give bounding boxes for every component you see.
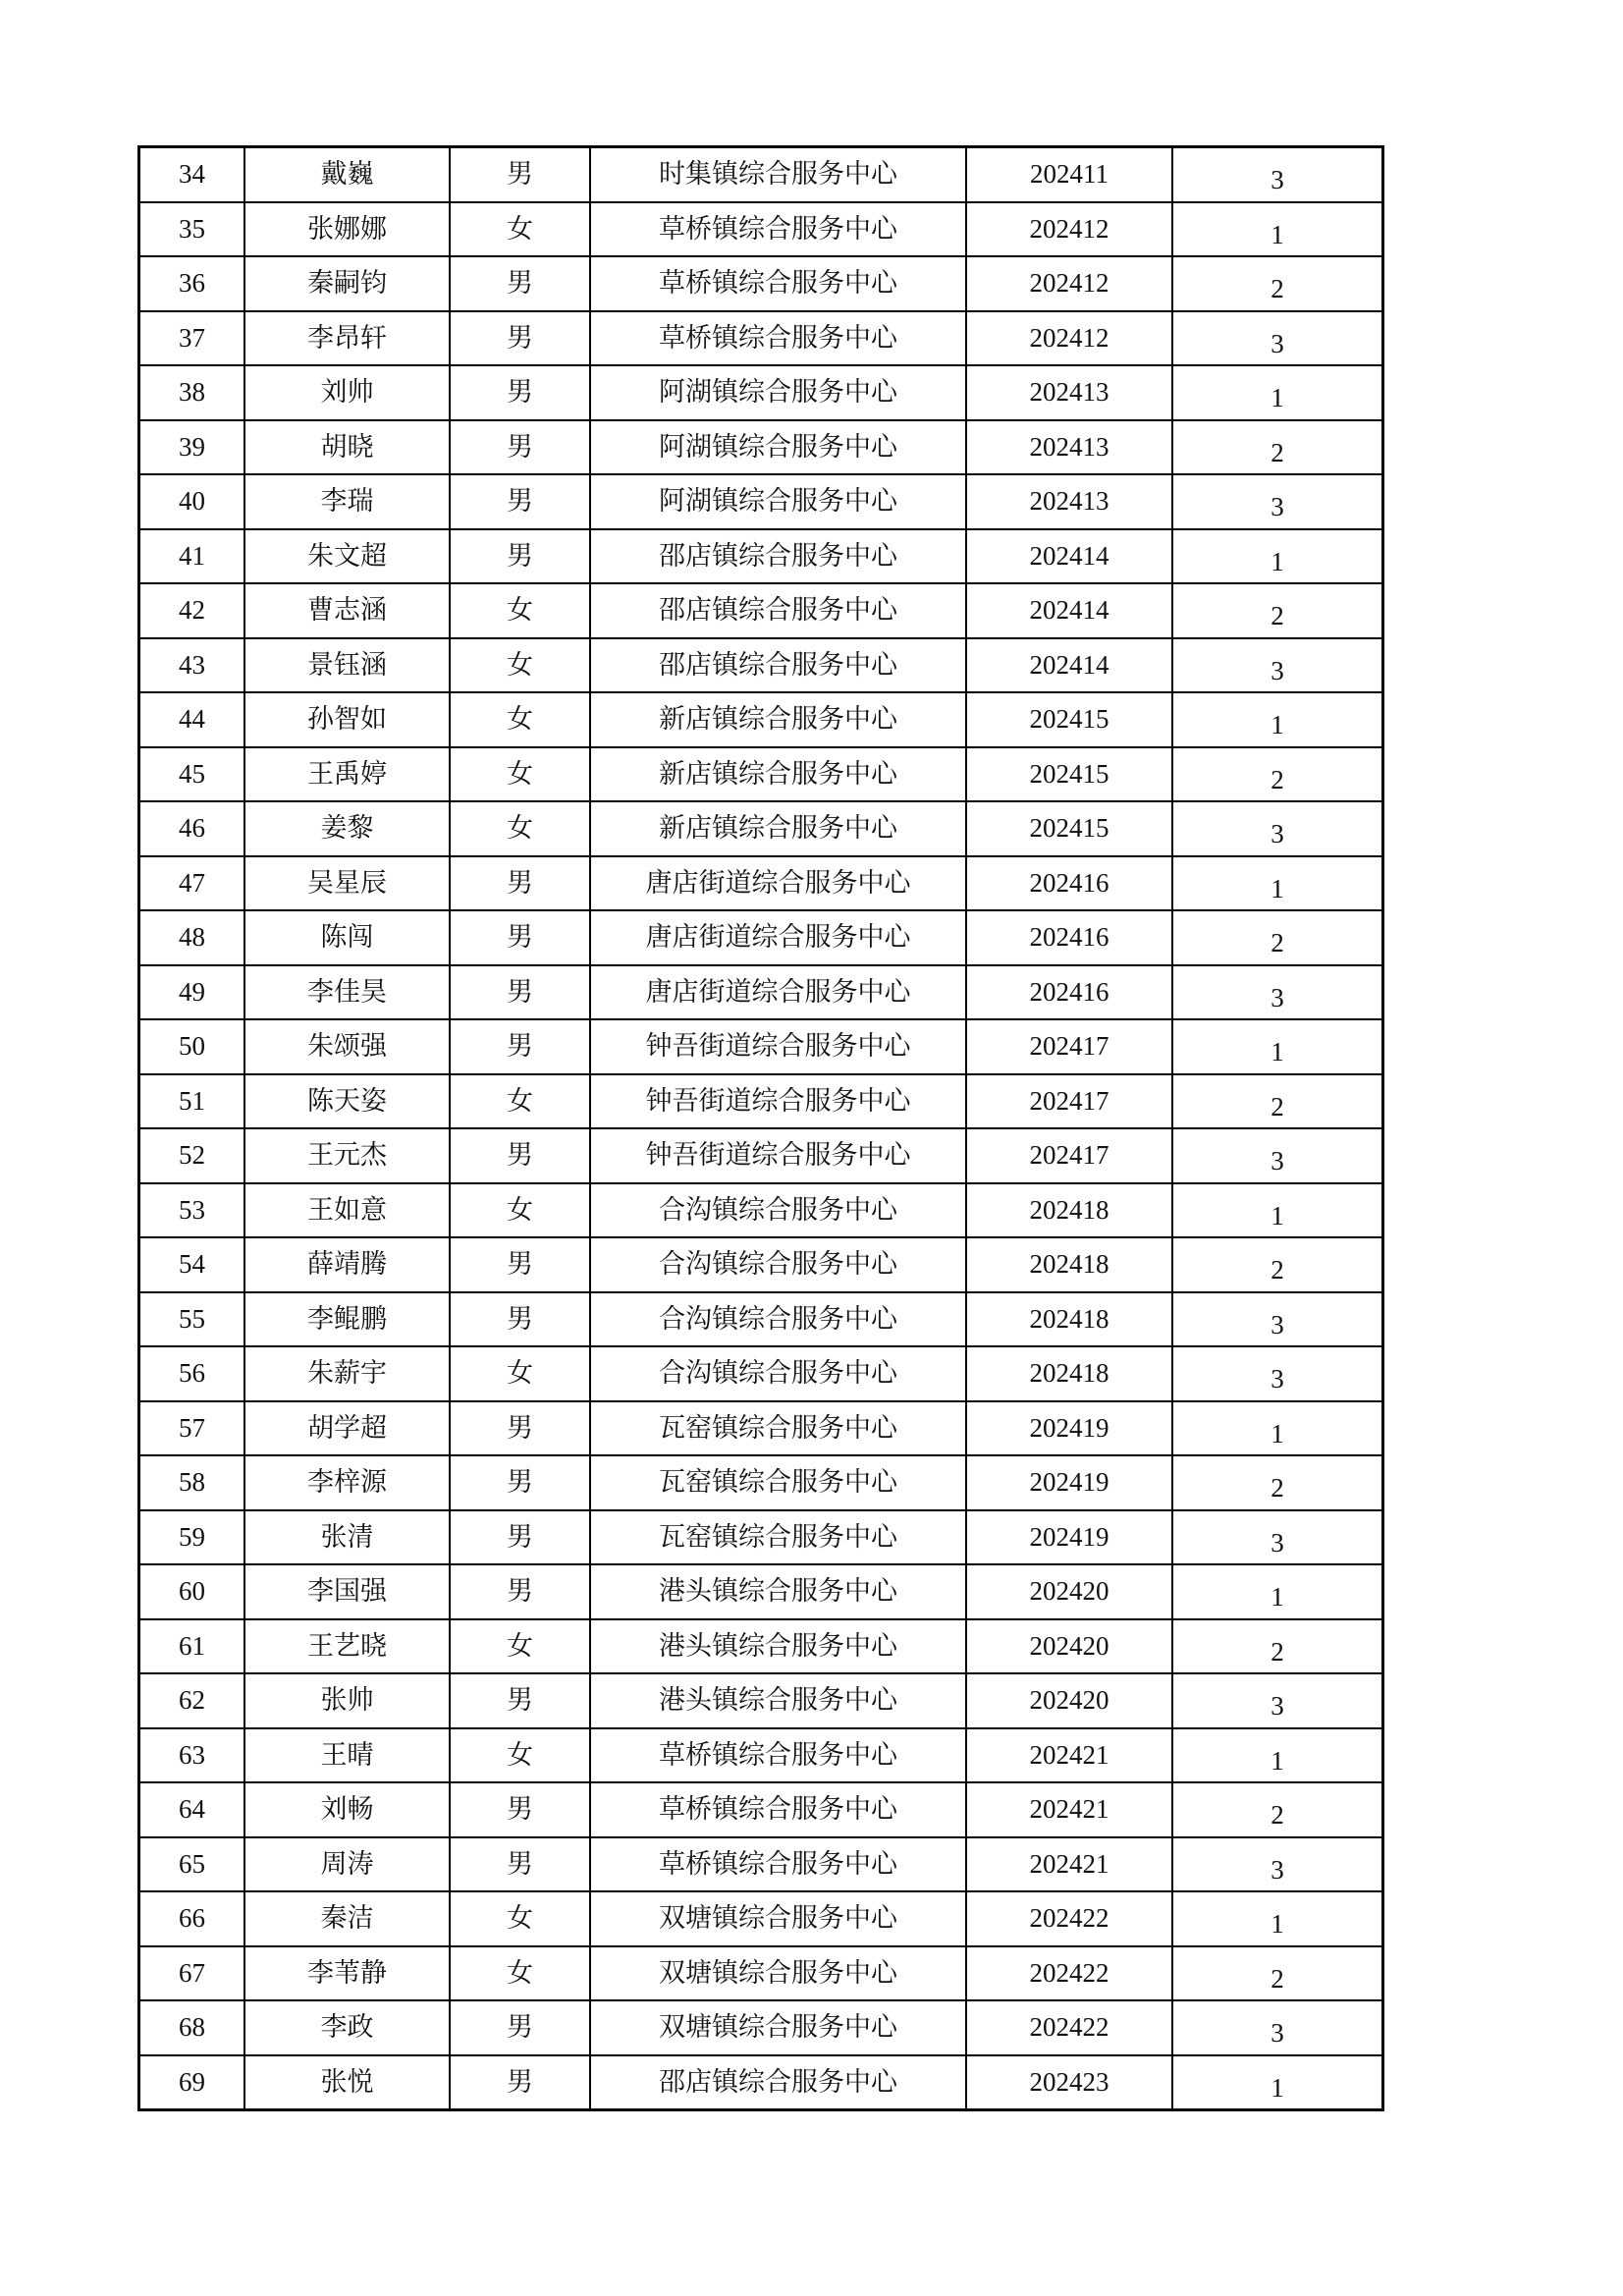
unit-cell: 草桥镇综合服务中心 bbox=[590, 1837, 966, 1892]
row-number-cell: 45 bbox=[139, 747, 245, 802]
name-cell: 朱薪宇 bbox=[244, 1346, 450, 1401]
unit-cell: 新店镇综合服务中心 bbox=[590, 747, 966, 802]
rank-value: 2 bbox=[1271, 274, 1284, 304]
position-code-cell: 202419 bbox=[966, 1510, 1172, 1565]
name-cell: 曹志涵 bbox=[244, 583, 450, 638]
name-cell: 李佳昊 bbox=[244, 965, 450, 1020]
rank-cell bbox=[1172, 1237, 1383, 1292]
name-cell: 王晴 bbox=[244, 1728, 450, 1783]
name-cell: 薛靖腾 bbox=[244, 1237, 450, 1292]
table-row bbox=[139, 529, 1383, 584]
name-cell: 李鲲鹏 bbox=[244, 1292, 450, 1347]
rank-cell bbox=[1172, 638, 1383, 693]
gender-cell: 女 bbox=[450, 692, 590, 747]
table-row bbox=[139, 256, 1383, 311]
rank-cell bbox=[1172, 202, 1383, 257]
unit-cell: 合沟镇综合服务中心 bbox=[590, 1183, 966, 1238]
position-code-cell: 202420 bbox=[966, 1673, 1172, 1728]
row-number-cell: 57 bbox=[139, 1401, 245, 1456]
position-code-cell: 202416 bbox=[966, 856, 1172, 911]
unit-cell: 瓦窑镇综合服务中心 bbox=[590, 1510, 966, 1565]
gender-cell: 男 bbox=[450, 256, 590, 311]
gender-cell: 男 bbox=[450, 2000, 590, 2055]
rank-cell bbox=[1172, 801, 1383, 856]
name-cell: 李国强 bbox=[244, 1564, 450, 1619]
table-row bbox=[139, 965, 1383, 1020]
unit-cell: 唐店街道综合服务中心 bbox=[590, 910, 966, 965]
table-row bbox=[139, 1510, 1383, 1565]
rank-cell bbox=[1172, 311, 1383, 366]
position-code-cell: 202414 bbox=[966, 583, 1172, 638]
table-row bbox=[139, 1128, 1383, 1183]
name-cell: 王元杰 bbox=[244, 1128, 450, 1183]
table-row bbox=[139, 1074, 1383, 1129]
rank-value: 3 bbox=[1271, 1146, 1284, 1176]
gender-cell: 男 bbox=[450, 965, 590, 1020]
table-row bbox=[139, 1237, 1383, 1292]
name-cell: 张娜娜 bbox=[244, 202, 450, 257]
gender-cell: 男 bbox=[450, 2055, 590, 2110]
rank-cell bbox=[1172, 420, 1383, 475]
row-number-cell: 39 bbox=[139, 420, 245, 475]
rank-value: 1 bbox=[1271, 2072, 1284, 2103]
rank-cell bbox=[1172, 365, 1383, 420]
rank-value: 2 bbox=[1271, 1636, 1284, 1667]
table-row bbox=[139, 1728, 1383, 1783]
rank-value: 2 bbox=[1271, 1963, 1284, 1994]
rank-cell bbox=[1172, 856, 1383, 911]
unit-cell: 草桥镇综合服务中心 bbox=[590, 311, 966, 366]
row-number-cell: 60 bbox=[139, 1564, 245, 1619]
row-number-cell: 52 bbox=[139, 1128, 245, 1183]
row-number-cell: 34 bbox=[139, 147, 245, 202]
table-row bbox=[139, 1564, 1383, 1619]
rank-value: 2 bbox=[1271, 928, 1284, 958]
position-code-cell: 202421 bbox=[966, 1782, 1172, 1837]
row-number-cell: 65 bbox=[139, 1837, 245, 1892]
rank-value: 2 bbox=[1271, 437, 1284, 467]
gender-cell: 女 bbox=[450, 1891, 590, 1946]
name-cell: 李瑞 bbox=[244, 474, 450, 529]
row-number-cell: 54 bbox=[139, 1237, 245, 1292]
table-row bbox=[139, 856, 1383, 911]
rank-cell bbox=[1172, 1401, 1383, 1456]
unit-cell: 草桥镇综合服务中心 bbox=[590, 256, 966, 311]
unit-cell: 合沟镇综合服务中心 bbox=[590, 1292, 966, 1347]
unit-cell: 钟吾街道综合服务中心 bbox=[590, 1128, 966, 1183]
rank-value: 2 bbox=[1271, 764, 1284, 794]
rank-value: 1 bbox=[1271, 710, 1284, 740]
position-code-cell: 202417 bbox=[966, 1074, 1172, 1129]
unit-cell: 唐店街道综合服务中心 bbox=[590, 856, 966, 911]
unit-cell: 阿湖镇综合服务中心 bbox=[590, 365, 966, 420]
gender-cell: 男 bbox=[450, 529, 590, 584]
position-code-cell: 202415 bbox=[966, 801, 1172, 856]
table-row bbox=[139, 747, 1383, 802]
gender-cell: 男 bbox=[450, 856, 590, 911]
unit-cell: 唐店街道综合服务中心 bbox=[590, 965, 966, 1020]
row-number-cell: 46 bbox=[139, 801, 245, 856]
table-row bbox=[139, 910, 1383, 965]
rank-value: 1 bbox=[1271, 1037, 1284, 1067]
name-cell: 张悦 bbox=[244, 2055, 450, 2110]
rank-cell bbox=[1172, 1346, 1383, 1401]
unit-cell: 双塘镇综合服务中心 bbox=[590, 1891, 966, 1946]
unit-cell: 邵店镇综合服务中心 bbox=[590, 2055, 966, 2110]
table-row bbox=[139, 1619, 1383, 1674]
position-code-cell: 202415 bbox=[966, 747, 1172, 802]
table-row bbox=[139, 692, 1383, 747]
rank-value: 1 bbox=[1271, 1200, 1284, 1230]
unit-cell: 邵店镇综合服务中心 bbox=[590, 529, 966, 584]
position-code-cell: 202419 bbox=[966, 1455, 1172, 1510]
unit-cell: 合沟镇综合服务中心 bbox=[590, 1237, 966, 1292]
row-number-cell: 64 bbox=[139, 1782, 245, 1837]
name-cell: 秦嗣钧 bbox=[244, 256, 450, 311]
rank-value: 3 bbox=[1271, 328, 1284, 358]
unit-cell: 合沟镇综合服务中心 bbox=[590, 1346, 966, 1401]
gender-cell: 男 bbox=[450, 1673, 590, 1728]
row-number-cell: 61 bbox=[139, 1619, 245, 1674]
gender-cell: 女 bbox=[450, 638, 590, 693]
unit-cell: 邵店镇综合服务中心 bbox=[590, 583, 966, 638]
table-row bbox=[139, 1891, 1383, 1946]
rank-value: 1 bbox=[1271, 219, 1284, 249]
gender-cell: 男 bbox=[450, 1455, 590, 1510]
position-code-cell: 202419 bbox=[966, 1401, 1172, 1456]
position-code-cell: 202413 bbox=[966, 474, 1172, 529]
table-row bbox=[139, 1946, 1383, 2001]
table-row bbox=[139, 2000, 1383, 2055]
table-row bbox=[139, 801, 1383, 856]
rank-cell bbox=[1172, 1564, 1383, 1619]
position-code-cell: 202418 bbox=[966, 1292, 1172, 1347]
row-number-cell: 42 bbox=[139, 583, 245, 638]
row-number-cell: 36 bbox=[139, 256, 245, 311]
name-cell: 孙智如 bbox=[244, 692, 450, 747]
row-number-cell: 51 bbox=[139, 1074, 245, 1129]
row-number-cell: 48 bbox=[139, 910, 245, 965]
position-code-cell: 202423 bbox=[966, 2055, 1172, 2110]
rank-cell bbox=[1172, 529, 1383, 584]
position-code-cell: 202420 bbox=[966, 1564, 1172, 1619]
rank-cell bbox=[1172, 1074, 1383, 1129]
position-code-cell: 202418 bbox=[966, 1237, 1172, 1292]
gender-cell: 女 bbox=[450, 1183, 590, 1238]
table-row bbox=[139, 202, 1383, 257]
name-cell: 陈天姿 bbox=[244, 1074, 450, 1129]
unit-cell: 双塘镇综合服务中心 bbox=[590, 1946, 966, 2001]
gender-cell: 男 bbox=[450, 1510, 590, 1565]
table-row bbox=[139, 638, 1383, 693]
position-code-cell: 202412 bbox=[966, 256, 1172, 311]
gender-cell: 男 bbox=[450, 1782, 590, 1837]
rank-cell bbox=[1172, 583, 1383, 638]
rank-cell bbox=[1172, 692, 1383, 747]
rank-cell bbox=[1172, 1292, 1383, 1347]
table-row bbox=[139, 2055, 1383, 2110]
table-row bbox=[139, 1292, 1383, 1347]
position-code-cell: 202422 bbox=[966, 2000, 1172, 2055]
table-row bbox=[139, 147, 1383, 202]
row-number-cell: 59 bbox=[139, 1510, 245, 1565]
gender-cell: 女 bbox=[450, 1619, 590, 1674]
rank-cell bbox=[1172, 965, 1383, 1020]
name-cell: 李苇静 bbox=[244, 1946, 450, 2001]
rank-value: 3 bbox=[1271, 1364, 1284, 1394]
rank-cell bbox=[1172, 1128, 1383, 1183]
row-number-cell: 58 bbox=[139, 1455, 245, 1510]
rank-value: 3 bbox=[1271, 982, 1284, 1012]
unit-cell: 邵店镇综合服务中心 bbox=[590, 638, 966, 693]
rank-cell bbox=[1172, 1455, 1383, 1510]
rank-value: 3 bbox=[1271, 2018, 1284, 2049]
table-row bbox=[139, 1183, 1383, 1238]
position-code-cell: 202420 bbox=[966, 1619, 1172, 1674]
gender-cell: 女 bbox=[450, 202, 590, 257]
name-cell: 秦洁 bbox=[244, 1891, 450, 1946]
table-row bbox=[139, 365, 1383, 420]
rank-cell bbox=[1172, 474, 1383, 529]
row-number-cell: 43 bbox=[139, 638, 245, 693]
rank-value: 1 bbox=[1271, 1418, 1284, 1449]
rank-value: 1 bbox=[1271, 1909, 1284, 1940]
gender-cell: 女 bbox=[450, 1946, 590, 2001]
unit-cell: 阿湖镇综合服务中心 bbox=[590, 474, 966, 529]
rank-cell bbox=[1172, 1183, 1383, 1238]
roster-table bbox=[137, 145, 1384, 2111]
row-number-cell: 55 bbox=[139, 1292, 245, 1347]
name-cell: 刘畅 bbox=[244, 1782, 450, 1837]
gender-cell: 女 bbox=[450, 747, 590, 802]
rank-cell bbox=[1172, 2055, 1383, 2110]
gender-cell: 男 bbox=[450, 1128, 590, 1183]
name-cell: 姜黎 bbox=[244, 801, 450, 856]
gender-cell: 男 bbox=[450, 1237, 590, 1292]
unit-cell: 草桥镇综合服务中心 bbox=[590, 1728, 966, 1783]
gender-cell: 男 bbox=[450, 910, 590, 965]
unit-cell: 草桥镇综合服务中心 bbox=[590, 1782, 966, 1837]
gender-cell: 女 bbox=[450, 583, 590, 638]
position-code-cell: 202422 bbox=[966, 1891, 1172, 1946]
table-row bbox=[139, 583, 1383, 638]
table-row bbox=[139, 1346, 1383, 1401]
gender-cell: 男 bbox=[450, 311, 590, 366]
rank-cell bbox=[1172, 747, 1383, 802]
rank-value: 2 bbox=[1271, 1800, 1284, 1831]
row-number-cell: 44 bbox=[139, 692, 245, 747]
gender-cell: 男 bbox=[450, 474, 590, 529]
rank-value: 3 bbox=[1271, 1309, 1284, 1339]
position-code-cell: 202412 bbox=[966, 311, 1172, 366]
unit-cell: 草桥镇综合服务中心 bbox=[590, 202, 966, 257]
name-cell: 张清 bbox=[244, 1510, 450, 1565]
gender-cell: 男 bbox=[450, 1564, 590, 1619]
name-cell: 李梓源 bbox=[244, 1455, 450, 1510]
unit-cell: 瓦窑镇综合服务中心 bbox=[590, 1401, 966, 1456]
rank-value: 3 bbox=[1271, 655, 1284, 685]
name-cell: 李昂轩 bbox=[244, 311, 450, 366]
row-number-cell: 66 bbox=[139, 1891, 245, 1946]
rank-value: 1 bbox=[1271, 1582, 1284, 1613]
name-cell: 胡晓 bbox=[244, 420, 450, 475]
unit-cell: 钟吾街道综合服务中心 bbox=[590, 1074, 966, 1129]
gender-cell: 男 bbox=[450, 1401, 590, 1456]
name-cell: 胡学超 bbox=[244, 1401, 450, 1456]
rank-cell bbox=[1172, 1782, 1383, 1837]
name-cell: 陈闯 bbox=[244, 910, 450, 965]
table-row bbox=[139, 474, 1383, 529]
rank-value: 2 bbox=[1271, 601, 1284, 631]
rank-value: 3 bbox=[1271, 1527, 1284, 1558]
name-cell: 景钰涵 bbox=[244, 638, 450, 693]
unit-cell: 阿湖镇综合服务中心 bbox=[590, 420, 966, 475]
unit-cell: 钟吾街道综合服务中心 bbox=[590, 1019, 966, 1074]
gender-cell: 男 bbox=[450, 420, 590, 475]
rank-cell bbox=[1172, 910, 1383, 965]
rank-cell bbox=[1172, 256, 1383, 311]
position-code-cell: 202418 bbox=[966, 1346, 1172, 1401]
rank-value: 1 bbox=[1271, 383, 1284, 413]
name-cell: 朱颂强 bbox=[244, 1019, 450, 1074]
gender-cell: 男 bbox=[450, 1837, 590, 1892]
unit-cell: 时集镇综合服务中心 bbox=[590, 147, 966, 202]
roster-table-body bbox=[139, 147, 1383, 2110]
table-row bbox=[139, 311, 1383, 366]
rank-cell bbox=[1172, 1946, 1383, 2001]
position-code-cell: 202421 bbox=[966, 1837, 1172, 1892]
table-row bbox=[139, 1673, 1383, 1728]
rank-cell bbox=[1172, 147, 1383, 202]
rank-value: 3 bbox=[1271, 1691, 1284, 1722]
row-number-cell: 49 bbox=[139, 965, 245, 1020]
rank-value: 3 bbox=[1271, 165, 1284, 195]
row-number-cell: 53 bbox=[139, 1183, 245, 1238]
position-code-cell: 202413 bbox=[966, 420, 1172, 475]
position-code-cell: 202417 bbox=[966, 1128, 1172, 1183]
row-number-cell: 69 bbox=[139, 2055, 245, 2110]
rank-value: 3 bbox=[1271, 1854, 1284, 1885]
position-code-cell: 202416 bbox=[966, 910, 1172, 965]
position-code-cell: 202412 bbox=[966, 202, 1172, 257]
name-cell: 张帅 bbox=[244, 1673, 450, 1728]
unit-cell: 新店镇综合服务中心 bbox=[590, 692, 966, 747]
row-number-cell: 63 bbox=[139, 1728, 245, 1783]
gender-cell: 男 bbox=[450, 1019, 590, 1074]
table-row bbox=[139, 420, 1383, 475]
table-row bbox=[139, 1019, 1383, 1074]
rank-cell bbox=[1172, 1728, 1383, 1783]
rank-value: 1 bbox=[1271, 1745, 1284, 1776]
unit-cell: 港头镇综合服务中心 bbox=[590, 1673, 966, 1728]
name-cell: 周涛 bbox=[244, 1837, 450, 1892]
position-code-cell: 202418 bbox=[966, 1183, 1172, 1238]
position-code-cell: 202417 bbox=[966, 1019, 1172, 1074]
position-code-cell: 202414 bbox=[966, 638, 1172, 693]
row-number-cell: 47 bbox=[139, 856, 245, 911]
rank-value: 1 bbox=[1271, 873, 1284, 903]
name-cell: 李政 bbox=[244, 2000, 450, 2055]
row-number-cell: 68 bbox=[139, 2000, 245, 2055]
unit-cell: 港头镇综合服务中心 bbox=[590, 1564, 966, 1619]
gender-cell: 男 bbox=[450, 1292, 590, 1347]
row-number-cell: 56 bbox=[139, 1346, 245, 1401]
name-cell: 王如意 bbox=[244, 1183, 450, 1238]
gender-cell: 女 bbox=[450, 1346, 590, 1401]
gender-cell: 女 bbox=[450, 1728, 590, 1783]
row-number-cell: 50 bbox=[139, 1019, 245, 1074]
name-cell: 王艺晓 bbox=[244, 1619, 450, 1674]
table-row bbox=[139, 1782, 1383, 1837]
position-code-cell: 202415 bbox=[966, 692, 1172, 747]
position-code-cell: 202421 bbox=[966, 1728, 1172, 1783]
name-cell: 朱文超 bbox=[244, 529, 450, 584]
unit-cell: 港头镇综合服务中心 bbox=[590, 1619, 966, 1674]
row-number-cell: 40 bbox=[139, 474, 245, 529]
rank-cell bbox=[1172, 2000, 1383, 2055]
position-code-cell: 202414 bbox=[966, 529, 1172, 584]
table-row bbox=[139, 1401, 1383, 1456]
rank-cell bbox=[1172, 1837, 1383, 1892]
gender-cell: 男 bbox=[450, 147, 590, 202]
rank-value: 2 bbox=[1271, 1091, 1284, 1121]
table-row bbox=[139, 1455, 1383, 1510]
row-number-cell: 35 bbox=[139, 202, 245, 257]
position-code-cell: 202422 bbox=[966, 1946, 1172, 2001]
rank-cell bbox=[1172, 1891, 1383, 1946]
unit-cell: 新店镇综合服务中心 bbox=[590, 801, 966, 856]
name-cell: 王禹婷 bbox=[244, 747, 450, 802]
row-number-cell: 62 bbox=[139, 1673, 245, 1728]
rank-value: 1 bbox=[1271, 546, 1284, 576]
unit-cell: 双塘镇综合服务中心 bbox=[590, 2000, 966, 2055]
row-number-cell: 67 bbox=[139, 1946, 245, 2001]
row-number-cell: 41 bbox=[139, 529, 245, 584]
rank-value: 2 bbox=[1271, 1255, 1284, 1285]
gender-cell: 男 bbox=[450, 365, 590, 420]
unit-cell: 瓦窑镇综合服务中心 bbox=[590, 1455, 966, 1510]
table-row bbox=[139, 1837, 1383, 1892]
rank-cell bbox=[1172, 1019, 1383, 1074]
name-cell: 刘帅 bbox=[244, 365, 450, 420]
name-cell: 戴巍 bbox=[244, 147, 450, 202]
position-code-cell: 202413 bbox=[966, 365, 1172, 420]
position-code-cell: 202416 bbox=[966, 965, 1172, 1020]
rank-value: 2 bbox=[1271, 1473, 1284, 1503]
gender-cell: 女 bbox=[450, 801, 590, 856]
rank-cell bbox=[1172, 1619, 1383, 1674]
name-cell: 吴星辰 bbox=[244, 856, 450, 911]
gender-cell: 女 bbox=[450, 1074, 590, 1129]
row-number-cell: 38 bbox=[139, 365, 245, 420]
rank-cell bbox=[1172, 1673, 1383, 1728]
row-number-cell: 37 bbox=[139, 311, 245, 366]
rank-cell bbox=[1172, 1510, 1383, 1565]
position-code-cell: 202411 bbox=[966, 147, 1172, 202]
rank-value: 3 bbox=[1271, 819, 1284, 849]
rank-value: 3 bbox=[1271, 492, 1284, 522]
